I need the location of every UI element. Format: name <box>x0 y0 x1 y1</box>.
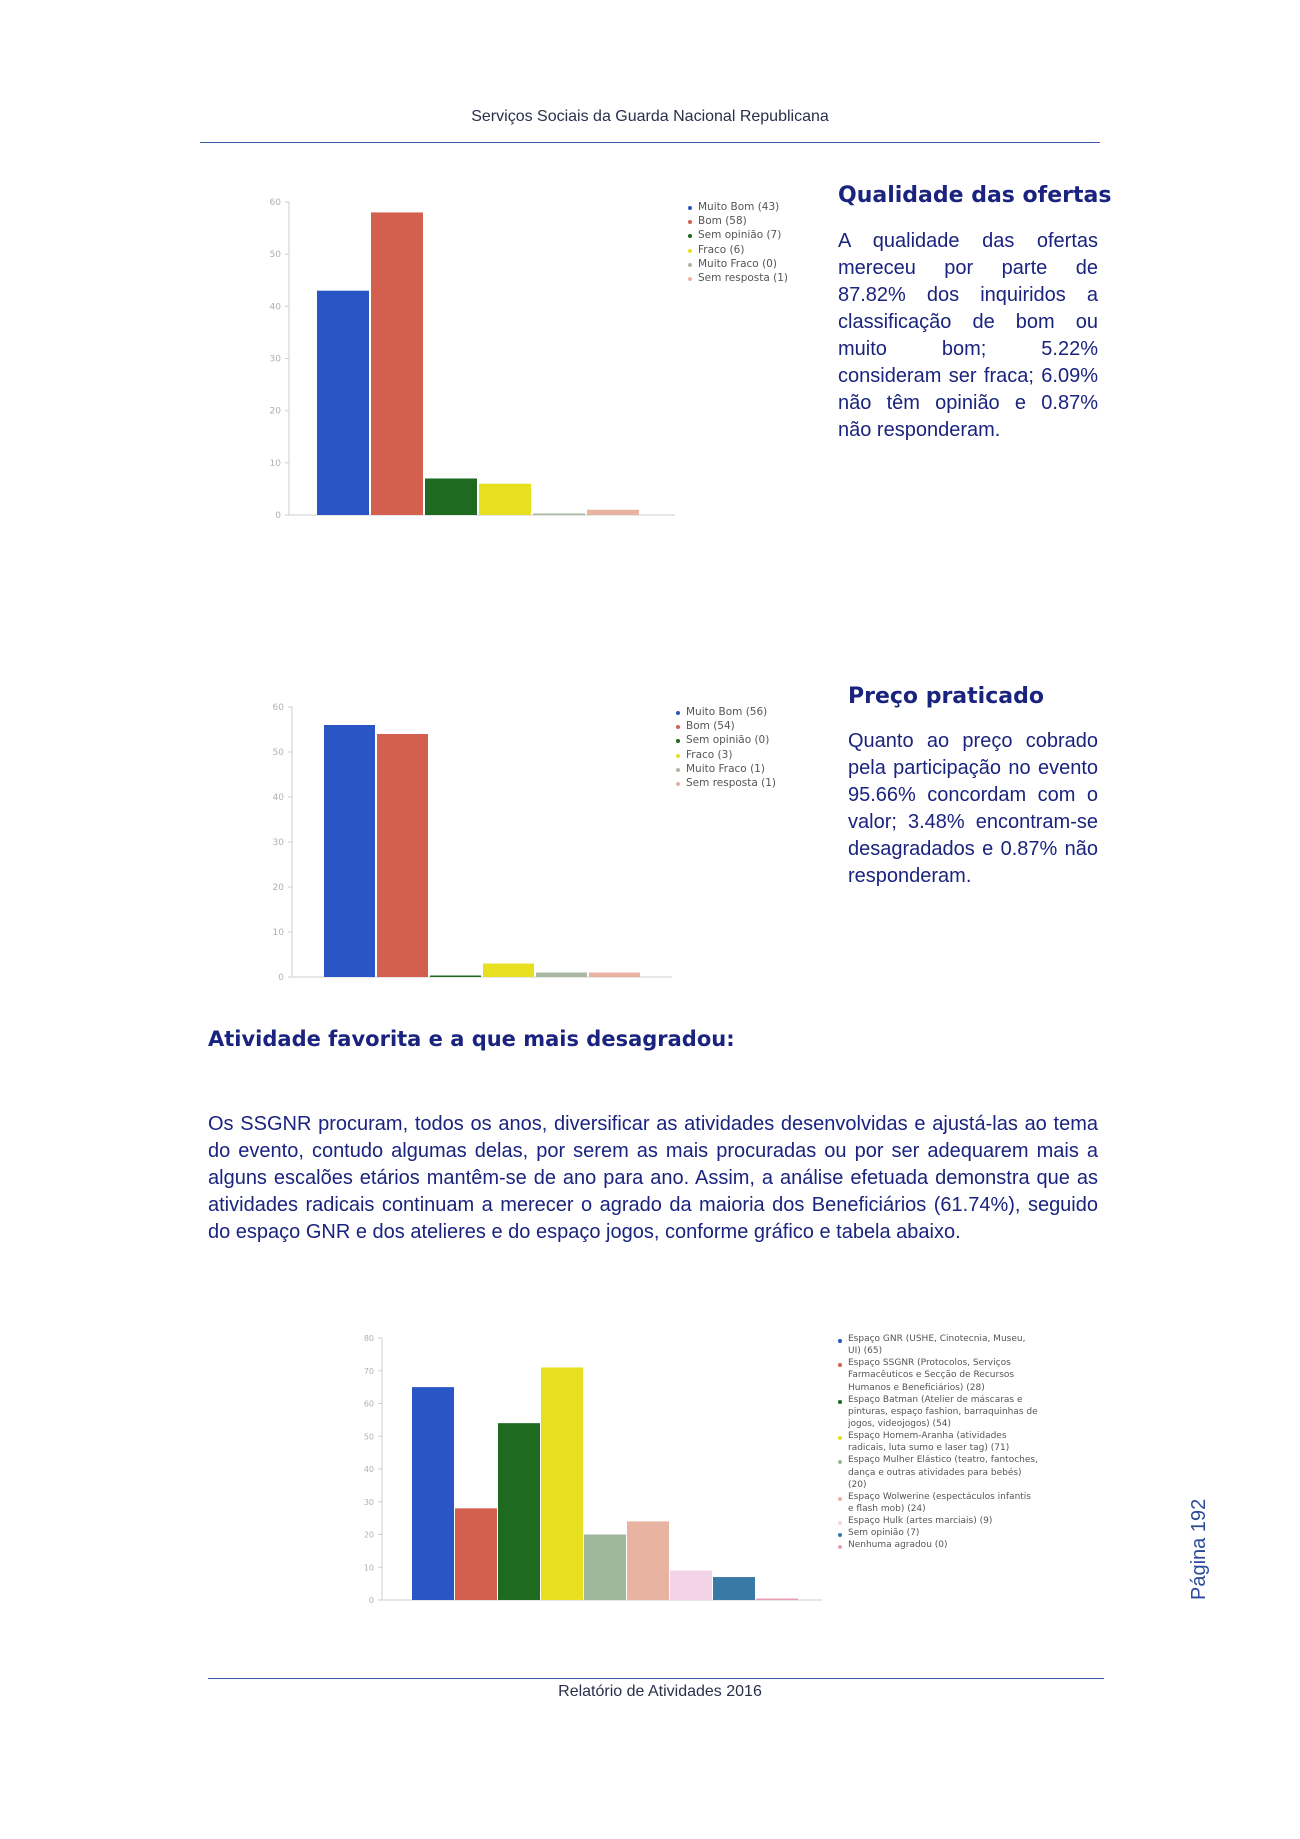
y-tick-label: 50 <box>363 1432 374 1442</box>
legend-swatch <box>838 1533 842 1537</box>
legend-label: Sem resposta (1) <box>698 271 789 284</box>
bar-5 <box>533 514 585 516</box>
y-tick-label: 30 <box>363 1497 374 1507</box>
legend-swatch <box>676 754 680 758</box>
bar-3 <box>425 478 477 515</box>
y-tick-label: 30 <box>272 838 284 848</box>
price-text: Quanto ao preço cobrado pela participação no evento 95.66% concordam com o valor; 3.48% encontram-se desagradados e 0.87% não responderam. <box>848 730 1098 887</box>
legend-swatch <box>838 1339 842 1343</box>
bar-1 <box>412 1387 454 1600</box>
page-header: Serviços Sociais da Guarda Nacional Republicana <box>471 108 829 125</box>
legend-swatch <box>688 234 692 238</box>
legend-label: Espaço SSGNR (Protocolos, Serviços Farmacêuticos e Secção de Recursos Humanos e Beneficiários) (28) <box>848 1358 1015 1393</box>
activities-bar-chart <box>352 1330 832 1610</box>
legend-label: Sem opinião (0) <box>686 734 770 747</box>
bar-6 <box>587 510 639 515</box>
legend-item <box>838 1515 1038 1527</box>
legend-swatch <box>676 739 680 743</box>
legend-swatch <box>676 782 680 786</box>
legend-label: Espaço Hulk (artes marciais) (9) <box>848 1516 993 1527</box>
bar-1 <box>317 291 369 515</box>
legend-item <box>676 776 826 790</box>
y-tick-label: 20 <box>269 406 281 417</box>
price-chart-legend <box>676 705 826 790</box>
page-number: Página 192 <box>1188 1498 1210 1600</box>
y-tick-label: 80 <box>363 1334 374 1343</box>
legend-swatch <box>688 263 692 267</box>
legend-item <box>838 1430 1038 1454</box>
legend-item <box>688 228 838 242</box>
legend-swatch <box>838 1436 842 1440</box>
legend-swatch <box>838 1460 842 1464</box>
bar-6 <box>589 973 640 978</box>
y-tick-label: 10 <box>272 928 284 938</box>
legend-item <box>838 1539 1038 1551</box>
y-tick-label: 50 <box>272 748 284 758</box>
bar-1 <box>324 725 375 977</box>
legend-item <box>688 271 838 285</box>
legend-label: Nenhuma agradou (0) <box>848 1540 948 1551</box>
legend-item <box>676 733 826 747</box>
legend-swatch <box>838 1521 842 1525</box>
bar-4 <box>483 964 534 978</box>
y-tick-label: 50 <box>269 250 281 261</box>
bar-3 <box>430 976 481 978</box>
legend-item <box>676 719 826 733</box>
y-tick-label: 10 <box>363 1563 374 1573</box>
bar-8 <box>713 1577 755 1600</box>
y-tick-label: 70 <box>363 1366 374 1376</box>
quality-bar-chart <box>255 190 685 520</box>
legend-item <box>676 762 826 776</box>
legend-swatch <box>688 206 692 210</box>
page-footer: Relatório de Atividades 2016 <box>558 1683 762 1700</box>
legend-label: Sem resposta (1) <box>686 776 777 789</box>
legend-item <box>838 1333 1038 1357</box>
legend-item <box>688 200 838 214</box>
legend-label: Sem opinião (7) <box>698 229 782 242</box>
legend-swatch <box>838 1400 842 1404</box>
y-tick-label: 60 <box>363 1399 374 1409</box>
legend-label: Sem opinião (7) <box>848 1528 920 1539</box>
bar-4 <box>541 1367 583 1600</box>
y-tick-label: 0 <box>275 511 281 520</box>
activities-section-title: Atividade favorita e a que mais desagradou: <box>208 1027 735 1051</box>
legend-item <box>838 1491 1038 1515</box>
legend-swatch <box>688 220 692 224</box>
activities-paragraph: Os SSGNR procuram, todos os anos, diversificar as atividades desenvolvidas e ajustá-las ao tema do evento, contudo algumas delas, por serem as mais procuradas ou por ser adequarem mais a alguns escalões etários mantêm-se de ano para ano. Assim, a análise efetuada demonstra que as atividades radicais continuam a merecer o agrado da maioria dos Beneficiários (61.74%), seguido do espaço GNR e dos atelieres e do espaço jogos, conforme gráfico e tabela abaixo. <box>208 1113 1098 1243</box>
legend-item <box>688 243 838 257</box>
y-tick-label: 40 <box>363 1465 374 1474</box>
legend-label: Muito Fraco (0) <box>698 257 777 270</box>
bar-4 <box>479 484 531 515</box>
price-bar-chart <box>262 695 682 985</box>
legend-item <box>838 1394 1038 1430</box>
y-tick-label: 10 <box>269 458 281 469</box>
legend-swatch <box>688 277 692 281</box>
y-tick-label: 60 <box>269 198 281 208</box>
footer-rule <box>208 1678 1104 1679</box>
y-tick-label: 60 <box>272 703 284 713</box>
legend-label: Fraco (6) <box>698 243 745 256</box>
y-tick-label: 20 <box>272 883 284 893</box>
legend-label: Bom (54) <box>686 720 735 733</box>
y-tick-label: 30 <box>269 354 281 365</box>
y-tick-label: 40 <box>269 302 281 313</box>
legend-item <box>688 214 838 228</box>
legend-item <box>838 1357 1038 1393</box>
bar-7 <box>670 1571 712 1600</box>
y-tick-label: 0 <box>368 1596 374 1605</box>
legend-item <box>838 1527 1038 1539</box>
legend-label: Fraco (3) <box>686 748 733 761</box>
legend-label: Muito Fraco (1) <box>686 762 765 775</box>
legend-label: Espaço Homem-Aranha (atividades radicais, luta sumo e laser tag) (71) <box>848 1431 1010 1454</box>
quality-text: A qualidade das ofertas mereceu por parte de 87.82% dos inquiridos a classificação de bom ou muito bom; 5.22% consideram ser fraca; 6.09% não têm opinião e 0.87% não responderam. <box>838 230 1098 441</box>
legend-label: Muito Bom (43) <box>698 201 780 213</box>
bar-2 <box>377 734 428 977</box>
bar-6 <box>627 1521 669 1600</box>
quality-chart-legend <box>688 200 838 285</box>
legend-swatch <box>676 768 680 772</box>
legend-swatch <box>676 711 680 715</box>
legend-label: Espaço Mulher Elástico (teatro, fantoches, dança e outras atividades para bebés) (20) <box>848 1455 1038 1490</box>
legend-label: Muito Bom (56) <box>686 706 768 718</box>
legend-label: Espaço GNR (USHE, Cinotecnia, Museu, UI) (65) <box>848 1334 1026 1357</box>
legend-label: Espaço Batman (Atelier de máscaras e pinturas, espaço fashion, barraquinhas de jogos, videojogos) (54) <box>848 1394 1038 1429</box>
bar-2 <box>371 212 423 515</box>
legend-item <box>838 1454 1038 1490</box>
y-tick-label: 40 <box>272 793 284 803</box>
legend-swatch <box>838 1363 842 1367</box>
bar-5 <box>536 973 587 978</box>
bar-5 <box>584 1535 626 1601</box>
bar-3 <box>498 1423 540 1600</box>
price-title: Preço praticado <box>848 684 1044 709</box>
bar-9 <box>756 1599 798 1601</box>
legend-label: Bom (58) <box>698 215 747 228</box>
legend-label: Espaço Wolwerine (espectáculos infantis e flash mob) (24) <box>848 1491 1031 1514</box>
legend-swatch <box>838 1545 842 1549</box>
legend-item <box>676 748 826 762</box>
legend-swatch <box>676 725 680 729</box>
legend-swatch <box>838 1497 842 1501</box>
legend-item <box>688 257 838 271</box>
y-tick-label: 0 <box>278 973 284 983</box>
activities-chart-legend <box>838 1333 1038 1552</box>
bar-2 <box>455 1508 497 1600</box>
legend-item <box>676 705 826 719</box>
legend-swatch <box>688 249 692 253</box>
quality-title: Qualidade das ofertas <box>838 183 1112 208</box>
header-rule <box>200 142 1100 143</box>
y-tick-label: 20 <box>363 1530 374 1540</box>
